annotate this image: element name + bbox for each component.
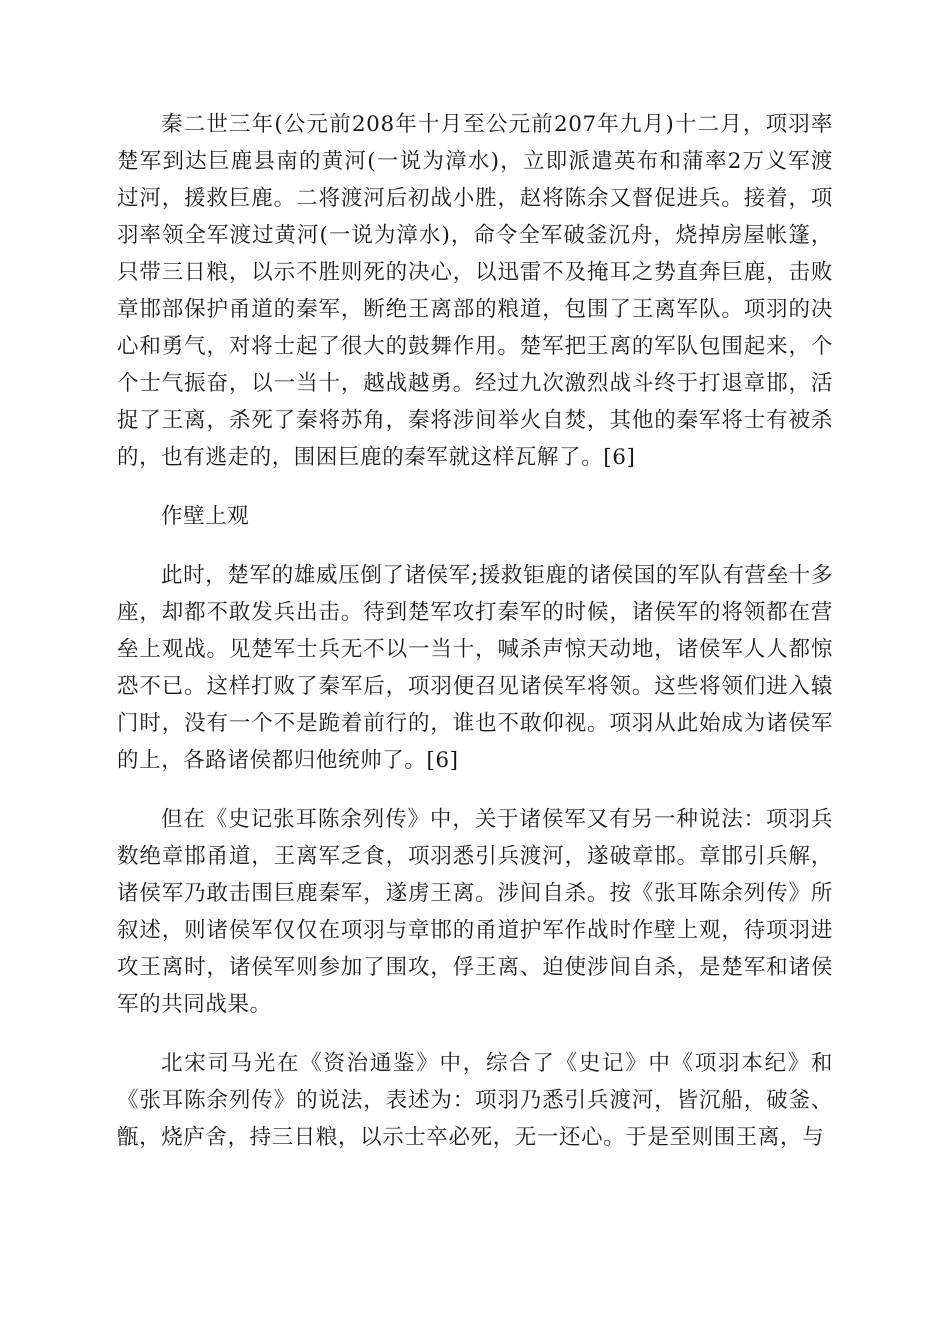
section-heading: 作壁上观 [161, 504, 250, 529]
paragraph-zuobi-shangguan: 此时，楚军的雄威压倒了诸侯军;援救钜鹿的诸侯国的军队有营垒十多座，却都不敢发兵出击。待到楚军攻打秦军的时候，诸侯军的将领都在营垒上观战。见楚军士兵无不以一当十，喊杀声惊天动地，诸侯军人人都惊恐不已。这样打败了秦军后，项羽便召见诸侯军将领。这些将领们进入辕门时，没有一个不是跪着前行的，谁也不敢仰视。项羽从此始成为诸侯军的上，各路诸侯都归他统帅了。[6] [117, 563, 833, 773]
document-page [117, 106, 833, 1178]
paragraph-shiji-account: 但在《史记张耳陈余列传》中，关于诸侯军又有另一种说法：项羽兵数绝章邯甬道，王离军乏食，项羽悉引兵渡河，遂破章邯。章邯引兵解，诸侯军乃敢击围巨鹿秦军，遂虏王离。涉间自杀。按《张耳陈余列传》所叙述，则诸侯军仅仅在项羽与章邯的甬道护军作战时作壁上观，待项羽进攻王离时，诸侯军则参加了围攻，俘王离、迫使涉间自杀，是楚军和诸侯军的共同战果。 [117, 807, 833, 1017]
paragraph-zizhi-tongjian: 北宋司马光在《资治通鉴》中，综合了《史记》中《项羽本纪》和《张耳陈余列传》的说法，表述为：项羽乃悉引兵渡河，皆沉船，破釜、甑，烧庐舍，持三日粮，以示士卒必死，无一还心。于是至则围王离，与 [117, 1051, 833, 1150]
paragraph-julu-battle: 秦二世三年(公元前208年十月至公元前207年九月)十二月，项羽率楚军到达巨鹿县南的黄河(一说为漳水)，立即派遣英布和蒲率2万义军渡过河，援救巨鹿。二将渡河后初战小胜，赵将陈余又督促进兵。接着，项羽率领全军渡过黄河(一说为漳水)，命令全军破釜沉舟，烧掉房屋帐篷，只带三日粮，以示不胜则死的决心，以迅雷不及掩耳之势直奔巨鹿，击败章邯部保护甬道的秦军，断绝王离部的粮道，包围了王离军队。项羽的决心和勇气，对将士起了很大的鼓舞作用。楚军把王离的军队包围起来，个个士气振奋，以一当十，越战越勇。经过九次激烈战斗终于打退章邯，活捉了王离，杀死了秦将苏角，秦将涉间举火自焚，其他的秦军将士有被杀的，也有逃走的，围困巨鹿的秦军就这样瓦解了。[6] [117, 112, 833, 470]
